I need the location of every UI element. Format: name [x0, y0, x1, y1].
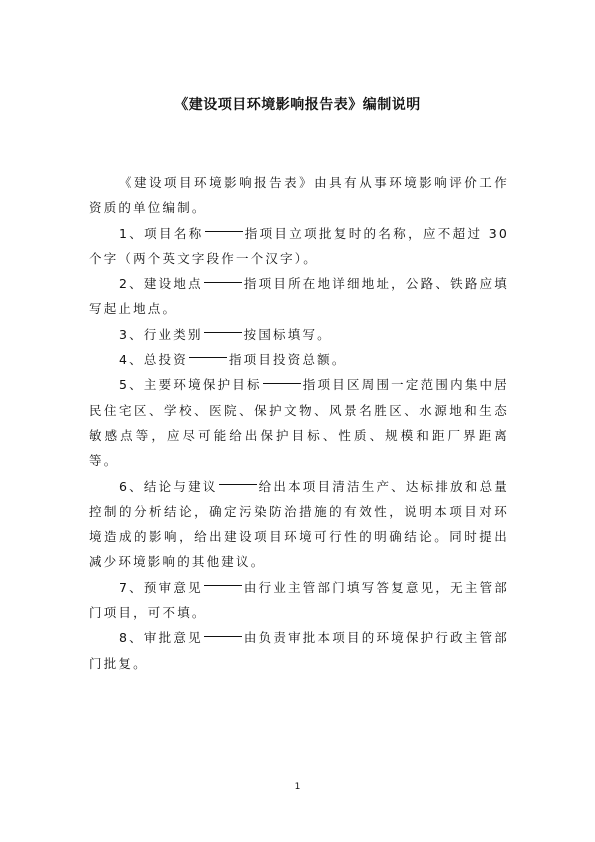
- dash-rule: [219, 484, 257, 485]
- item-project-name: [89, 221, 509, 272]
- item-pre-review: [89, 575, 509, 626]
- item-label: 1、项目名称: [119, 225, 204, 241]
- item-label: 7、预审意见: [119, 579, 203, 595]
- item-label: 3、行业类别: [119, 326, 203, 342]
- dash-rule: [204, 282, 242, 283]
- dash-rule: [204, 332, 242, 333]
- item-description: 指项目区周围一定范围内集中居民住宅区、学校、医院、保护文物、风景名胜区、水源地和生态敏感点等，应尽可能给出保护目标、性质、规模和距厂界距离等。: [89, 377, 509, 469]
- dash-rule: [204, 585, 242, 586]
- item-label: 6、结论与建议: [119, 478, 218, 494]
- item-description: 由负责审批本项目的环境保护行政主管部门批复。: [89, 630, 509, 671]
- dash-rule: [263, 383, 301, 384]
- item-description: 由行业主管部门填写答复意见，无主管部门项目，可不填。: [89, 579, 509, 621]
- item-conclusions: [89, 474, 509, 575]
- item-description: 指项目投资总额。: [228, 352, 347, 368]
- item-description: 给出本项目清洁生产、达标排放和总量控制的分析结论，确定污染防治措施的有效性，说明本项目对环境造成的影响，给出建设项目环境可行性的明确结论。同时提出减少环境影响的其他建议。: [89, 478, 509, 570]
- dash-rule: [189, 357, 227, 358]
- document-title: 《建设项目环境影响报告表》编制说明: [174, 97, 421, 113]
- dash-rule: [205, 231, 243, 232]
- item-construction-site: [89, 271, 509, 322]
- dash-rule: [204, 636, 242, 637]
- item-protection-targets: [89, 372, 509, 473]
- item-description: 指项目所在地详细地址，公路、铁路应填写起止地点。: [89, 276, 509, 317]
- item-label: 4、总投资: [119, 352, 188, 368]
- item-description: 按国标填写。: [243, 326, 332, 342]
- item-description: 指项目立项批复时的名称，应不超过 30 个字（两个英文字段作一个汉字）。: [89, 225, 510, 266]
- item-label: 5、主要环境保护目标: [119, 377, 262, 393]
- item-approval: [89, 625, 509, 676]
- intro-paragraph: 《建设项目环境影响报告表》由具有从事环境影响评价工作资质的单位编制。: [89, 175, 509, 216]
- item-industry-category: [89, 322, 509, 347]
- document-body: [89, 170, 509, 676]
- item-label: 8、审批意见: [119, 630, 203, 646]
- item-label: 2、建设地点: [119, 276, 203, 292]
- item-total-investment: [89, 347, 509, 372]
- page-number: 1: [294, 782, 301, 792]
